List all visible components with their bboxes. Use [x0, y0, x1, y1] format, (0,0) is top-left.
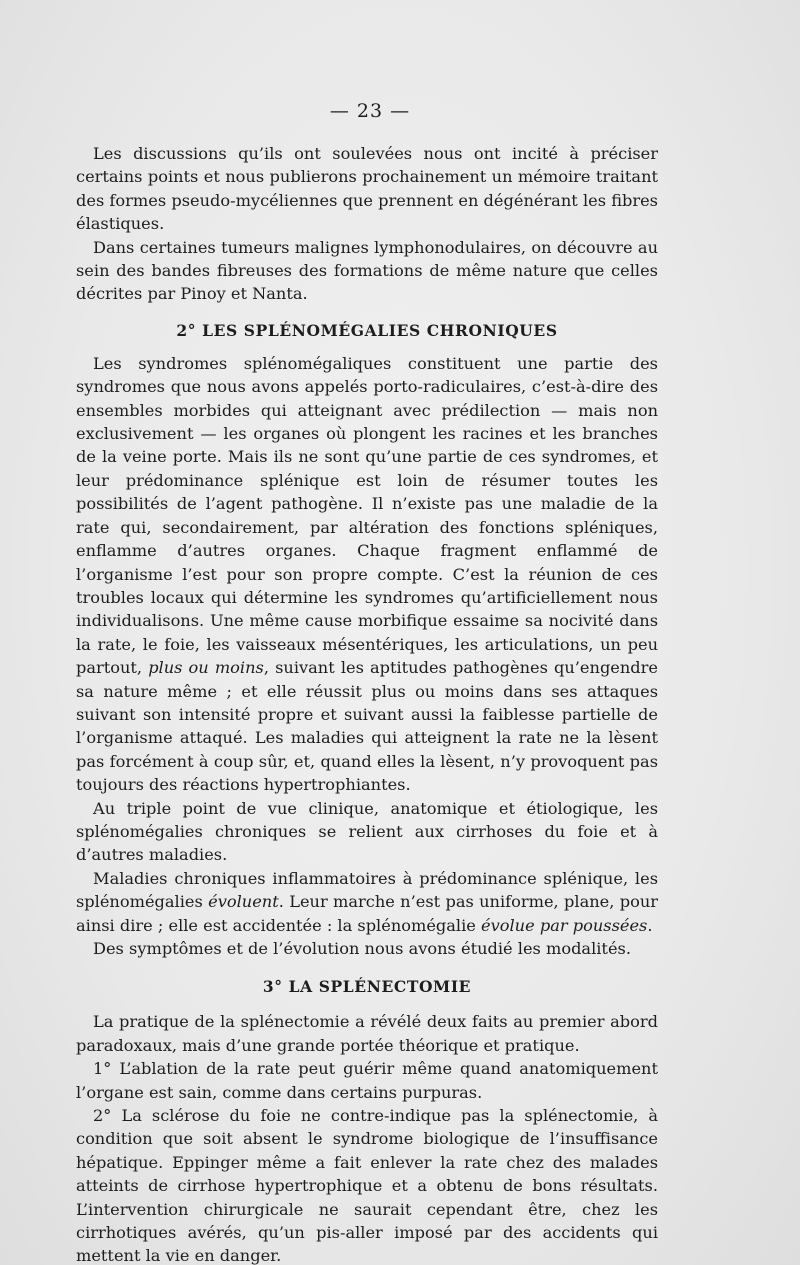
- italic-run: plus ou moins: [148, 658, 264, 678]
- section-heading-splenectomie: 3° LA SPLÉNECTOMIE: [262, 977, 472, 997]
- body-text: [76, 142, 658, 1265]
- paragraph-splenomegalies-2: Au triple point de vue clinique, anatomique et étiologique, les splénomégalies chroniques se relient aux cirrhoses du foie et à d’autres maladies.: [76, 798, 658, 865]
- paragraph-intro-2: Dans certaines tumeurs malignes lymphonodulaires, on découvre au sein des bandes fibreuses des formations de même nature que celles décrites par Pinoy et Nanta.: [76, 237, 658, 304]
- paragraph-splenectomie-1: La pratique de la splénectomie a révélé deux faits au premier abord paradoxaux, mais d’une grande portée théorique et pratique.: [76, 1012, 658, 1055]
- text-run: .: [647, 915, 653, 935]
- italic-run: évoluent: [208, 892, 279, 912]
- italic-run: évolue par poussées: [481, 915, 648, 935]
- paragraph-splenomegalies-1: [76, 352, 658, 797]
- paragraph-splenectomie-2: 1° L’ablation de la rate peut guérir même quand anatomiquement l’organe est sain, comme dans certains purpuras.: [76, 1059, 658, 1102]
- text-run: , suivant les aptitudes pathogènes qu’engendre sa nature même ; et elle réussit plus ou moins dans ses attaques suivant son intensité propre et suivant aussi la faiblesse partielle de l’organisme attaqué. Les maladies qui atteignent la rate ne la lèsent pas forcément à coup sûr, et, quand elles la lèsent, n’y provoquent pas toujours des réactions hypertrophiantes.: [76, 658, 658, 795]
- page-number: — 23 —: [329, 100, 411, 122]
- text-run: Les syndromes splénomégaliques constituent une partie des syndromes que nous avons appelés porto-radiculaires, c’est-à-dire des ensembles morbides qui atteignant avec prédilection — mais non exclusivement — les organes où plongent les racines et les branches de la veine porte. Mais ils ne sont qu’une partie de ces syndromes, et leur prédominance splénique est loin de résumer toutes les possibilités de l’agent pathogène. Il n’existe pas une maladie de la rate qui, secondairement, par altération des fonctions spléniques, enflamme d’autres organes. Chaque fragment enflammé de l’organisme l’est pour son propre compte. C’est la réunion de ces troubles locaux qui détermine les syndromes qu’artificiellement nous individualisons. Une même cause morbifique essaime sa nocivité dans la rate, le foie, les vaisseaux mésentériques, les articulations, un peu partout,: [76, 353, 658, 678]
- paragraph-splenomegalies-4: Des symptômes et de l’évolution nous avons étudié les modalités.: [93, 939, 631, 958]
- paragraph-intro-1: Les discussions qu’ils ont soulevées nous ont incité à préciser certains points et nous publierons prochainement un mémoire traitant des formes pseudo-mycéliennes que prennent en dégénérant les fibres élastiques.: [76, 144, 658, 234]
- text-run: . Leur marche n’est pas uniforme, plane, pour ainsi dire ; elle est accidentée : la splénomégalie: [76, 892, 658, 935]
- text-run: Maladies chroniques inflammatoires à prédominance splénique, les splénomégalies: [76, 868, 658, 912]
- paragraph-splenomegalies-3: [76, 867, 658, 937]
- paragraph-splenectomie-3: 2° La sclérose du foie ne contre-indique pas la splénectomie, à condition que soit absent le syndrome biologique de l’insuffisance hépatique. Eppinger même a fait enlever la rate chez des malades atteints de cirrhose hypertrophique et a obtenu de bons résultats. L’intervention chirurgicale ne saurait cependant être, chez les cirrhotiques avérés, qu’un pis-aller imposé par des accidents qui mettent la vie en danger.: [76, 1106, 658, 1265]
- section-heading-splenomegalies: 2° LES SPLÉNOMÉGALIES CHRONIQUES: [176, 320, 558, 340]
